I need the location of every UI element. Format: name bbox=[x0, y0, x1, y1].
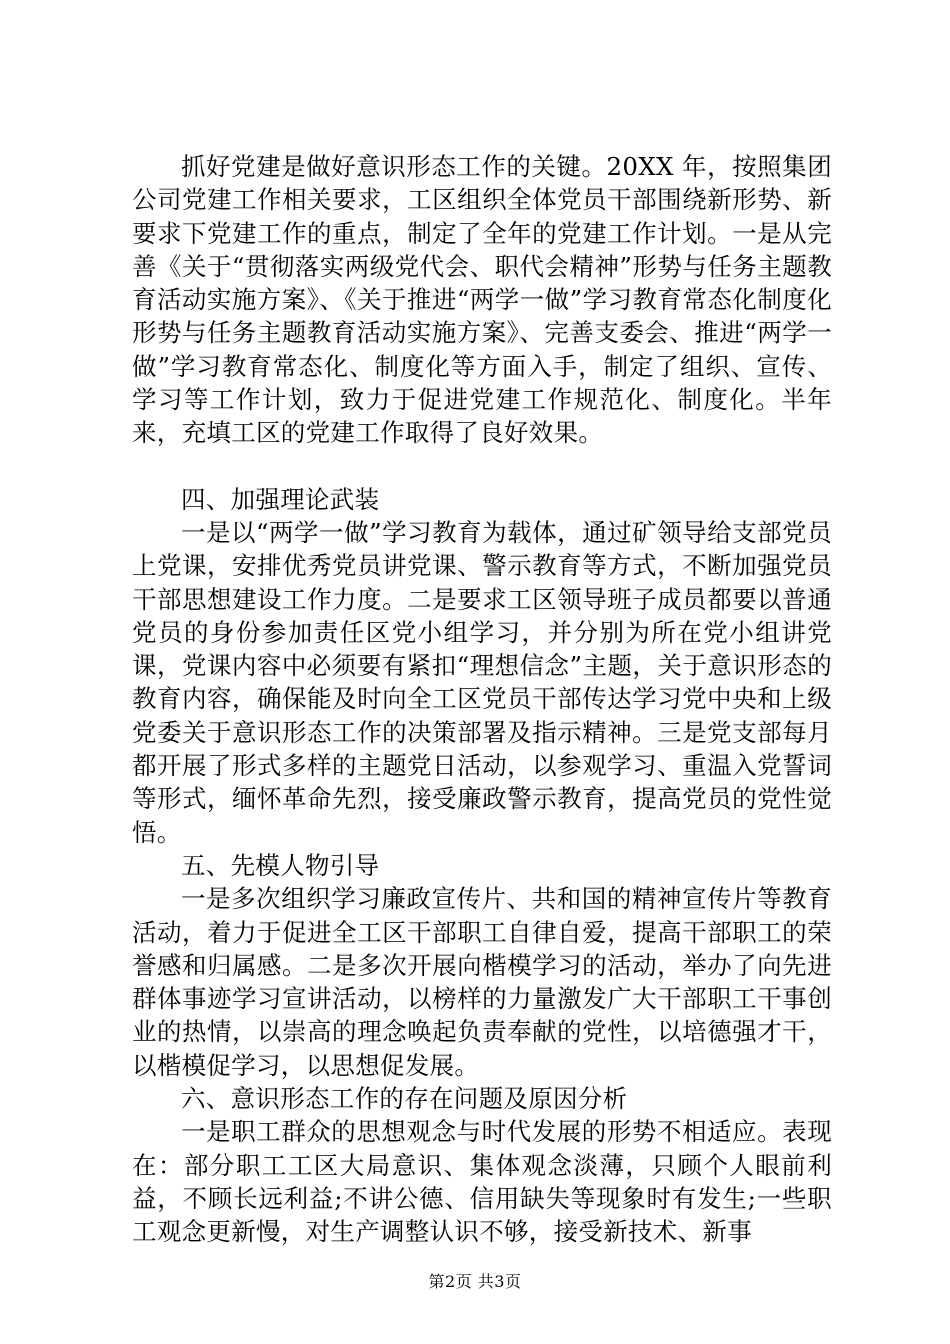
paragraph-problems: 一是职工群众的思想观念与时代发展的形势不相适应。表现在：部分职工工区大局意识、集体观念淡薄，只顾个人眼前利益，不顾长远利益;不讲公德、信用缺失等现象时有发生;一些职工观念更新慢，对生产调整认识不够，接受新技术、新事 bbox=[132, 1117, 832, 1247]
section-heading-problems: 六、意识形态工作的存在问题及原因分析 bbox=[181, 1084, 628, 1114]
paragraph-role-models: 一是多次组织学习廉政宣传片、共和国的精神宣传片等教育活动，着力于促进全工区干部职工自律自爱，提高干部职工的荣誉感和归属感。二是多次开展向楷模学习的活动，举办了向先进群体事迹学习宣讲活动，以榜样的力量激发广大干部职工干事创业的热情，以崇高的理念唤起负责奉献的党性，以培德强才干，以楷模促学习，以思想促发展。 bbox=[132, 884, 832, 1080]
page-footer: 第2页 共3页 bbox=[428, 1272, 522, 1291]
paragraph-theory: 一是以“两学一做”学习教育为载体，通过矿领导给支部党员上党课，安排优秀党员讲党课、警示教育等方式，不断加强党员干部思想建设工作力度。二是要求工区领导班子成员都要以普通党员的身份参加责任区党小组学习，并分别为所在党小组讲党课，党课内容中必须要有紧扣“理想信念”主题，关于意识形态的教育内容，确保能及时向全工区党员干部传达学习党中央和上级党委关于意识形态工作的决策部署及指示精神。三是党支部每月都开展了形式多样的主题党日活动，以参观学习、重温入党誓词等形式，缅怀革命先烈，接受廉政警示教育，提高党员的党性觉悟。 bbox=[132, 517, 832, 847]
section-heading-role-models: 五、先模人物引导 bbox=[181, 850, 380, 880]
paragraph-party-building: 抓好党建是做好意识形态工作的关键。20XX 年，按照集团公司党建工作相关要求，工区组织全体党员干部围绕新形势、新要求下党建工作的重点，制定了全年的党建工作计划。一是从完善《关于“贯彻落实两级党代会、职代会精神”形势与任务主题教育活动实施方案》、《关于推进“两学一做”学习教育常态化制度化形势与任务主题教育活动实施方案》、完善支委会、推进“两学一做”学习教育常态化、制度化等方面入手，制定了组织、宣传、学习等工作计划，致力于促进党建工作规范化、制度化。半年来，充填工区的党建工作取得了良好效果。 bbox=[132, 152, 833, 448]
section-heading-theory: 四、加强理论武装 bbox=[181, 484, 380, 514]
document-body bbox=[132, 150, 832, 1249]
